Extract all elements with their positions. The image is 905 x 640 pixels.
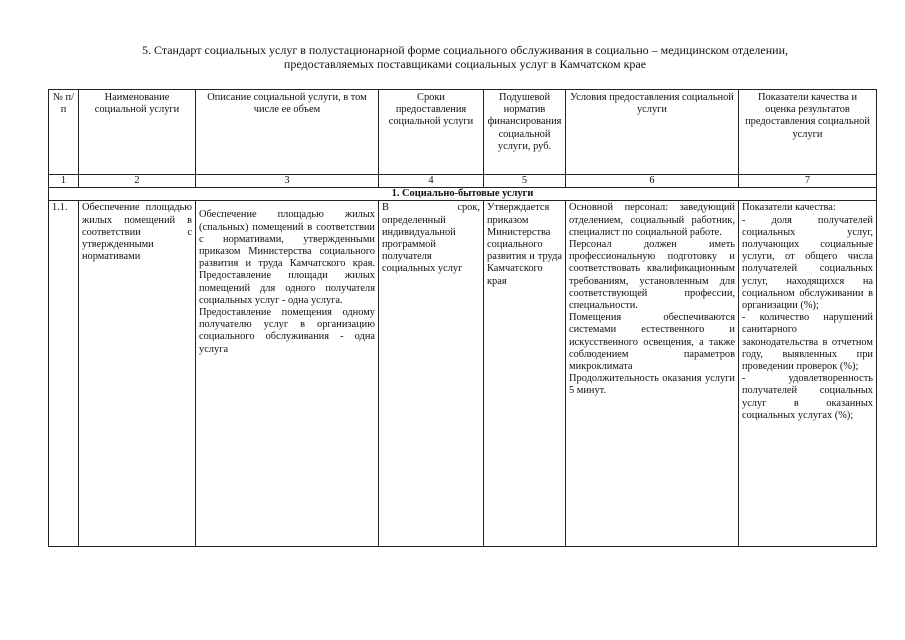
description-paragraph: Обеспечение площадью жилых (спальных) помещений в соответствии с нормативами, утвержденными приказом Министерства социального развития и труда Камчатского края. Предоставление площади жилых помещений для одного получателя социальных услуг - одна услуга. xyxy=(199,209,375,306)
quality-item: - количество нарушений санитарного законодательства в отчетном году, выявленных при проведении проверок (%); xyxy=(742,312,873,373)
quality-item: - доля получателей социальных услуг, получающих социальные услуги, от общего числа получателей социальных услуг, находящихся на социальном обслуживании в организации (%); xyxy=(742,214,873,312)
conditions-paragraph: Основной персонал: заведующий отделением, социальный работник, специалист по социальной работе. xyxy=(569,202,735,238)
column-number: 3 xyxy=(196,175,379,188)
services-standard-table xyxy=(48,89,877,547)
row-term: В срок, определенный индивидуальной программой получателя социальных услуг xyxy=(379,201,484,547)
column-number: 2 xyxy=(79,175,196,188)
title-line-1: 5. Стандарт социальных услуг в полустационарной форме социального обслуживания в социально – медицинском отделении, xyxy=(141,43,789,57)
row-description xyxy=(196,201,379,547)
title-line-2: предоставляемых поставщиками социальных услуг в Камчатском крае xyxy=(283,57,647,71)
description-paragraph: Предоставление помещения одному получателю услуг в организацию социального обслуживания - одна услуга xyxy=(199,307,375,355)
column-number: 1 xyxy=(49,175,79,188)
column-number: 7 xyxy=(739,175,877,188)
section-row xyxy=(49,188,877,201)
header-service-name: Наименование социальной услуги xyxy=(79,90,196,175)
row-number: 1.1. xyxy=(49,201,79,547)
header-conditions: Условия предоставления социальной услуги xyxy=(566,90,739,175)
header-description: Описание социальной услуги, в том числе ее объем xyxy=(196,90,379,175)
section-title: 1. Социально-бытовые услуги xyxy=(49,188,877,201)
row-conditions xyxy=(566,201,739,547)
column-number: 5 xyxy=(484,175,566,188)
quality-item: - удовлетворенность получателей социальных услуг в оказанных социальных услугах (%); xyxy=(742,373,873,421)
conditions-paragraph: Персонал должен иметь профессиональную подготовку и соответствовать квалификационным требованиям, установленным для соответствующей профессии, специальности. xyxy=(569,239,735,312)
header-financing: Подушевой норматив финансирования социальной услуги, руб. xyxy=(484,90,566,175)
header-quality: Показатели качества и оценка результатов предоставления социальной услуги xyxy=(739,90,877,175)
conditions-paragraph: Помещения обеспечиваются системами естественного и искусственного освещения, а также соблюдением параметров микроклимата xyxy=(569,312,735,373)
row-quality xyxy=(739,201,877,547)
row-service-name: Обеспечение площадью жилых помещений в соответствии с утвержденными нормативами xyxy=(79,201,196,547)
header-number: № п/п xyxy=(49,90,79,175)
table-header-row xyxy=(49,90,877,175)
column-number-row xyxy=(49,175,877,188)
column-number: 6 xyxy=(566,175,739,188)
table-row xyxy=(49,201,877,547)
document-title xyxy=(40,43,890,71)
conditions-paragraph: Продолжительность оказания услуги 5 минут. xyxy=(569,373,735,397)
column-number: 4 xyxy=(379,175,484,188)
row-financing: Утверждается приказом Министерства социального развития и труда Камчатского края xyxy=(484,201,566,547)
quality-title: Показатели качества: xyxy=(742,202,836,214)
header-term: Сроки предоставления социальной услуги xyxy=(379,90,484,175)
